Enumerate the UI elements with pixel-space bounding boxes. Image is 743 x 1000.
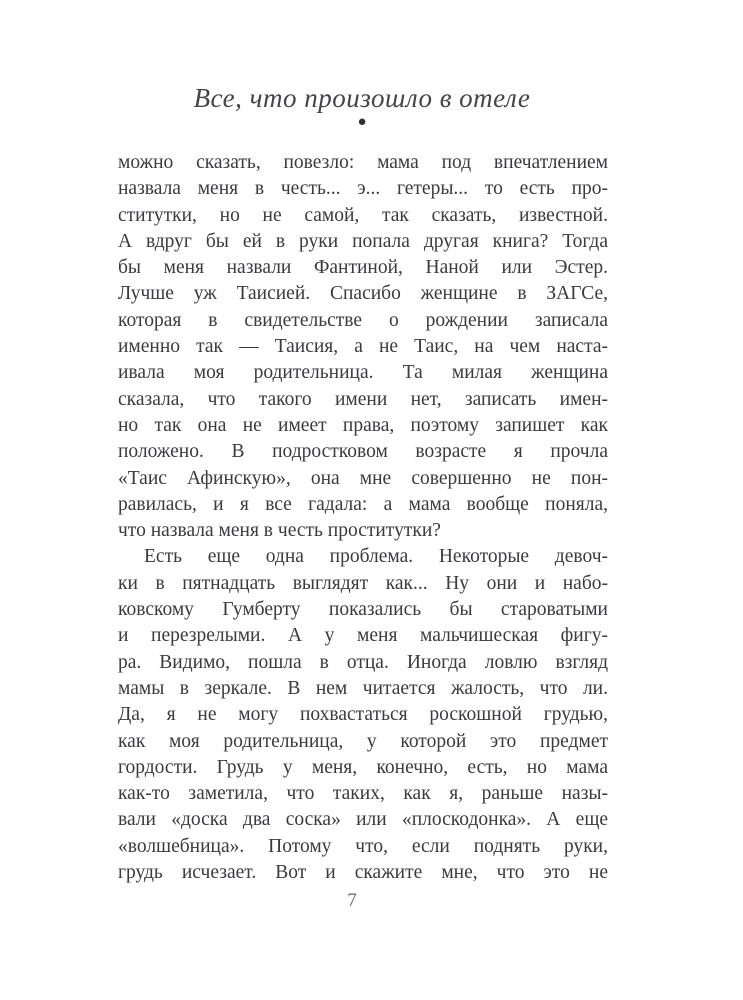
- separator-dot-icon: ●: [357, 114, 367, 130]
- text-line: ститутки, но не самой, так сказать, известной.: [118, 204, 608, 226]
- text-line: именно так — Таисия, а не Таис, на чем наста-: [118, 336, 608, 358]
- text-line: можно сказать, повезло: мама под впечатлением: [118, 152, 608, 173]
- text-line: гордости. Грудь у меня, конечно, есть, но мама: [118, 756, 608, 778]
- text-line: которая в свидетельстве о рождении записала: [118, 309, 608, 331]
- text-line: ковскому Гумберту показались бы староватыми: [118, 599, 608, 621]
- page-number: 7: [347, 890, 357, 911]
- text-line: вали «доска два соска» или «плоскодонка». А еще: [118, 809, 608, 831]
- text-line: А вдруг бы ей в руки попала другая книга? Тогда: [118, 230, 608, 252]
- text-line: и перезрелыми. А у меня мальчишеская фигу-: [118, 625, 608, 647]
- page-body-text: [118, 150, 608, 886]
- text-line: Есть еще одна проблема. Некоторые девоч-: [144, 546, 608, 568]
- text-line: сказала, что такого имени нет, записать имен-: [118, 388, 608, 410]
- text-line: что назвала меня в честь проститутки?: [118, 520, 441, 542]
- text-line: как-то заметила, что таких, как я, раньше назы-: [118, 783, 608, 805]
- text-line: равилась, и я все гадала: а мама вообще поняла,: [118, 493, 608, 515]
- text-line: но так она не имеет права, поэтому запишет как: [118, 414, 608, 436]
- running-head-title: Все, что произошло в отеле: [193, 83, 531, 113]
- text-line: мамы в зеркале. В нем читается жалость, что ли.: [118, 677, 608, 699]
- text-line: положено. В подростковом возрасте я прочла: [118, 441, 608, 463]
- text-line: «Таис Афинскую», она мне совершенно не пон-: [118, 467, 608, 489]
- text-line: Лучше уж Таисией. Спасибо женщине в ЗАГСе,: [118, 283, 608, 305]
- text-line: «волшебница». Потому что, если поднять руки,: [118, 835, 608, 857]
- text-line: назвала меня в честь... э... гетеры... то есть про-: [118, 178, 608, 200]
- text-line: ки в пятнадцать выглядят как... Ну они и набо-: [118, 572, 608, 594]
- text-line: ра. Видимо, пошла в отца. Иногда ловлю взгляд: [118, 651, 608, 673]
- text-line: ивала моя родительница. Та милая женщина: [118, 362, 608, 384]
- text-line: грудь исчезает. Вот и скажите мне, что это не: [118, 862, 608, 884]
- text-line: как моя родительница, у которой это предмет: [118, 730, 608, 752]
- text-line: Да, я не могу похвастаться роскошной грудью,: [118, 704, 608, 726]
- text-line: бы меня назвали Фантиной, Наной или Эстер.: [118, 257, 608, 279]
